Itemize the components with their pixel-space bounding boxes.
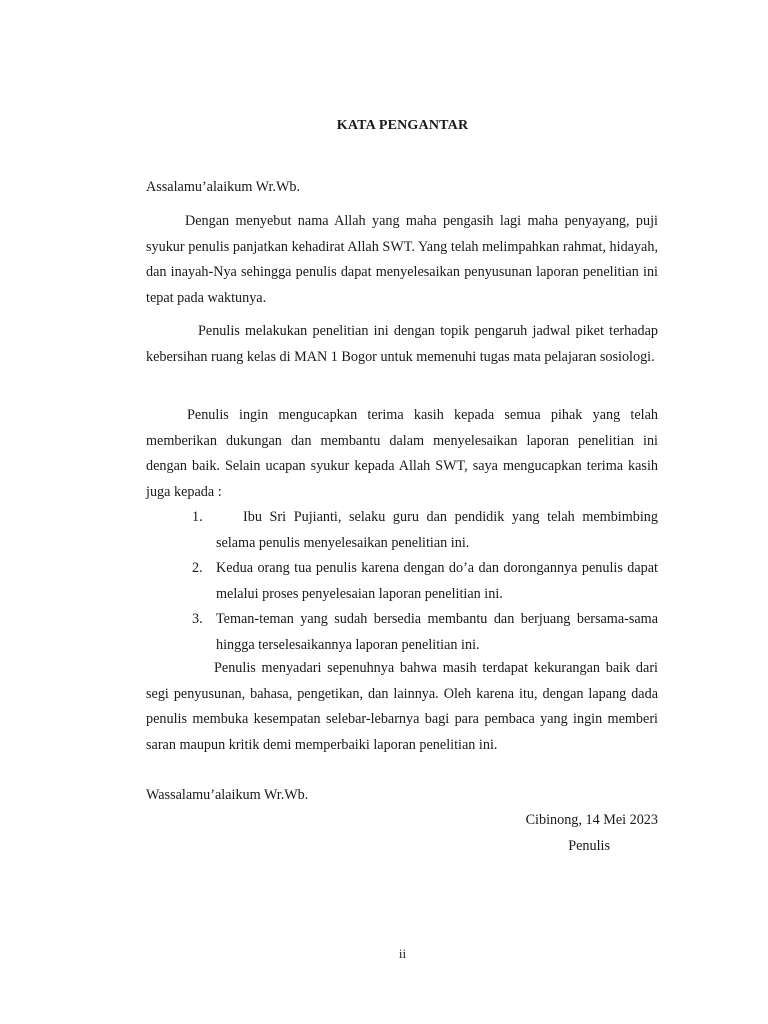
- page-title: KATA PENGANTAR: [336, 118, 469, 133]
- paragraph-acknowledgement: Penulis menyadari sepenuhnya bahwa masih terdapat kekurangan baik dari segi penyusunan, bahasa, pengetikan, dan lainnya. Oleh karena itu, dengan lapang dada penulis membuka kesempatan selebar-lebarnya bagi para pembaca yang ingin memberi saran maupun kritik demi memperbaiki laporan penelitian ini.: [146, 660, 658, 753]
- list-item-text: Teman-teman yang sudah bersedia membantu dan berjuang bersama-sama hingga terselesaikannya laporan penelitian ini.: [216, 611, 658, 653]
- list-item-number: 1.: [192, 509, 203, 525]
- list-item: [146, 556, 658, 607]
- closing-greeting: Wassalamu’alaikum Wr.Wb.: [146, 787, 309, 803]
- list-item: [146, 505, 658, 556]
- thanks-list: [146, 505, 658, 658]
- author: Penulis: [568, 837, 610, 854]
- page-number: ii: [398, 946, 407, 961]
- place-date: Cibinong, 14 Mei 2023: [525, 812, 658, 828]
- list-item-number: 3.: [192, 611, 203, 627]
- paragraph-opening: Dengan menyebut nama Allah yang maha pengasih lagi maha penyayang, puji syukur penulis panjatkan kehadirat Allah SWT. Yang telah melimpahkan rahmat, hidayah, dan inayah-Nya sehingga penulis dapat menyelesaikan penyusunan laporan penelitian ini tepat pada waktunya.: [146, 213, 658, 306]
- signoff-block: [146, 808, 658, 859]
- greeting: Assalamu’alaikum Wr.Wb.: [146, 179, 301, 195]
- list-item: [146, 607, 658, 658]
- list-item-text: Ibu Sri Pujianti, selaku guru dan pendidik yang telah membimbing selama penulis menyelesaikan penelitian ini.: [216, 509, 658, 551]
- paragraph-thanks: Penulis ingin mengucapkan terima kasih kepada semua pihak yang telah memberikan dukungan dan membantu dalam menyelesaikan laporan penelitian ini dengan baik. Selain ucapan syukur kepada Allah SWT, saya mengucapkan terima kasih juga kepada :: [146, 407, 658, 500]
- list-item-number: 2.: [192, 560, 203, 576]
- list-item-text: Kedua orang tua penulis karena dengan do’a dan dorongannya penulis dapat melalui proses penyelesaian laporan penelitian ini.: [216, 560, 658, 602]
- paragraph-research-topic: Penulis melakukan penelitian ini dengan topik pengaruh jadwal piket terhadap kebersihan ruang kelas di MAN 1 Bogor untuk memenuhi tugas mata pelajaran sosiologi.: [146, 323, 658, 365]
